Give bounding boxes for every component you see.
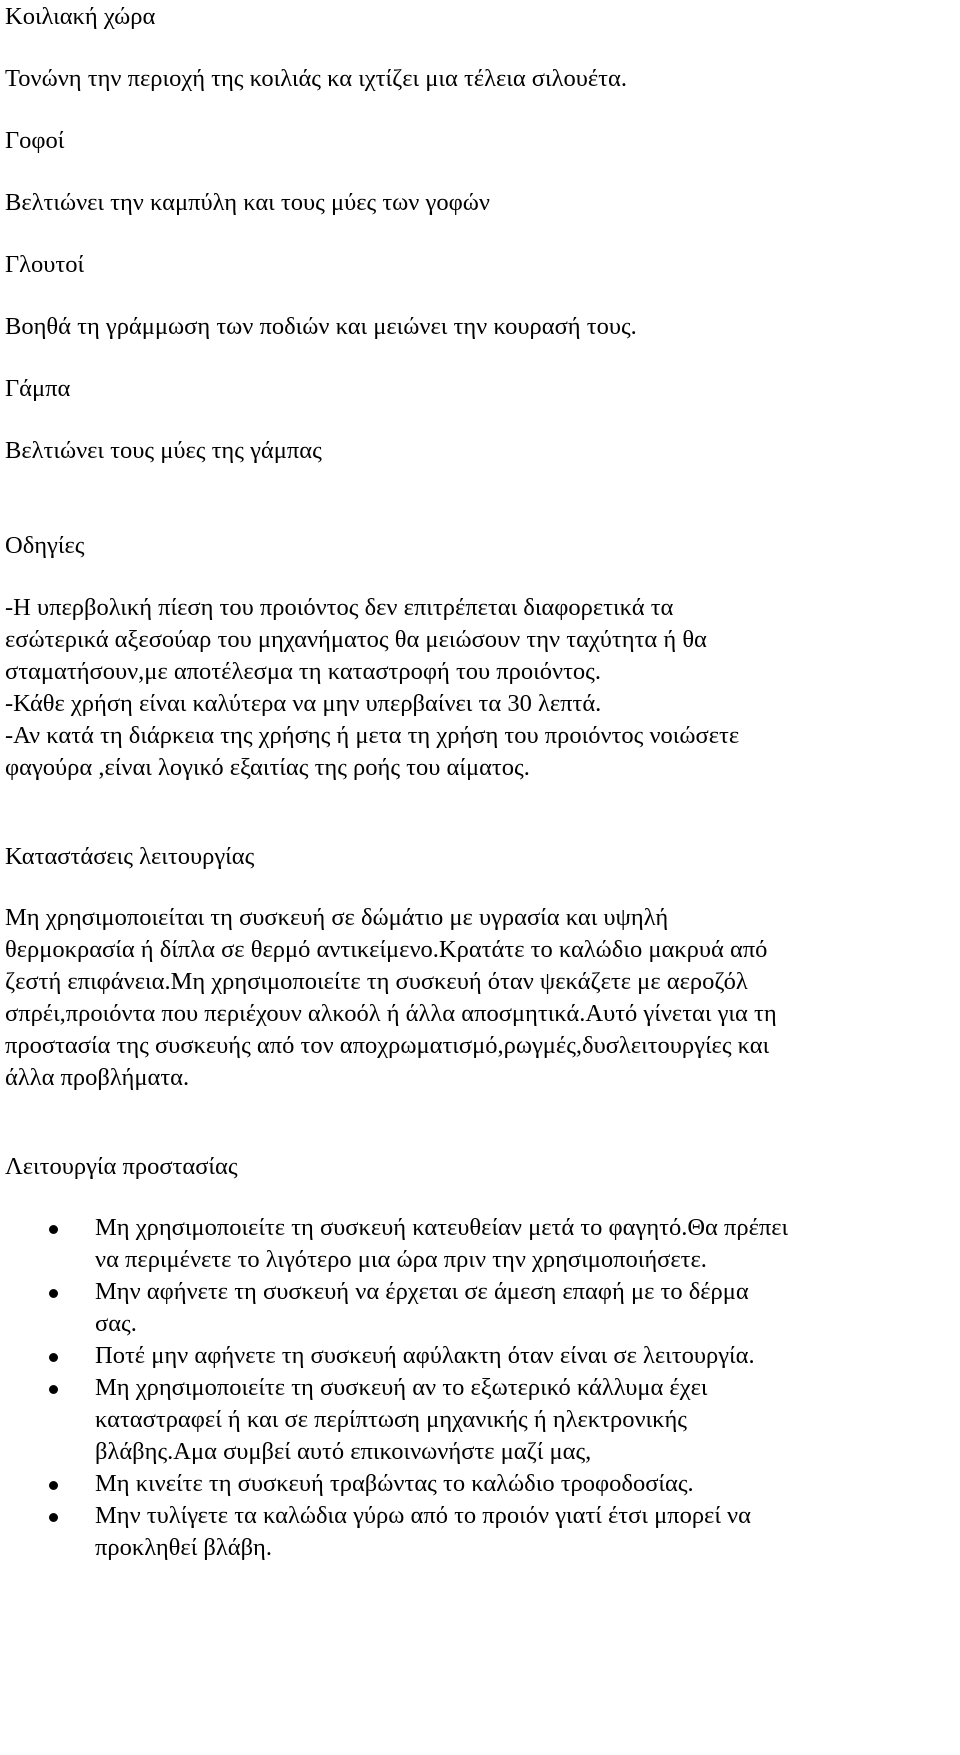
heading-glutes: Γλουτοί (5, 251, 85, 278)
instructions-line: -Η υπερβολική πίεση του προιόντος δεν επιτρέπεται διαφορετικά τα (5, 594, 674, 621)
heading-abdomen: Κοιλιακή χώρα (5, 3, 156, 30)
instructions-line: -Αν κατά τη διάρκεια της χρήσης ή μετα τη χρήση του προιόντος νοιώσετε (5, 722, 740, 749)
text-glutes: Βοηθά τη γράμμωση των ποδιών και μειώνει την κουρασή τους. (5, 313, 637, 340)
bullet-line: σας. (95, 1310, 137, 1337)
bullet-icon (49, 1353, 58, 1362)
bullet-icon (49, 1225, 58, 1234)
heading-hips: Γοφοί (5, 127, 65, 154)
text-calves: Βελτιώνει τους μύες της γάμπας (5, 437, 322, 464)
bullet-line: προκληθεί βλάβη. (95, 1534, 272, 1561)
bullet-icon (49, 1513, 58, 1522)
instructions-line: -Κάθε χρήση είναι καλύτερα να μην υπερβαίνει τα 30 λεπτά. (5, 690, 602, 717)
text-abdomen: Τονώνη την περιοχή της κοιλιάς κα ιχτίζει μια τέλεια σιλουέτα. (5, 65, 627, 92)
instructions-line: σταματήσουν,με αποτέλεσμα τη καταστροφή του προιόντος. (5, 658, 601, 685)
bullet-icon (49, 1289, 58, 1298)
bullet-line: Μη χρησιμοποιείτε τη συσκευή αν το εξωτερικό κάλλυμα έχει (95, 1374, 708, 1401)
operating-conditions-line: ζεστή επιφάνεια.Μη χρησιμοποιείτε τη συσκευή όταν ψεκάζετε με αεροζόλ (5, 968, 748, 995)
operating-conditions-line: προστασία της συσκευής από τον αποχρωματισμό,ρωγμές,δυσλειτουργίες και (5, 1032, 770, 1059)
heading-calves: Γάμπα (5, 375, 71, 402)
bullet-line: Μην τυλίγετε τα καλώδια γύρω από το προιόν γιατί έτσι μπορεί να (95, 1502, 751, 1529)
operating-conditions-line: άλλα προβλήματα. (5, 1064, 190, 1091)
bullet-line: Μη κινείτε τη συσκευή τραβώντας το καλώδιο τροφοδοσίας. (95, 1470, 694, 1497)
operating-conditions-line: Μη χρησιμοποιείται τη συσκευή σε δώμάτιο με υγρασία και υψηλή (5, 904, 669, 931)
bullet-line: Μη χρησιμοποιείτε τη συσκευή κατευθείαν μετά το φαγητό.Θα πρέπει (95, 1214, 789, 1241)
bullet-icon (49, 1385, 58, 1394)
instructions-line: φαγούρα ,είναι λογικό εξαιτίας της ροής του αίματος. (5, 754, 530, 781)
operating-conditions-line: σπρέι,προιόντα που περιέχουν αλκοόλ ή άλλα αποσμητικά.Αυτό γίνεται για τη (5, 1000, 777, 1027)
heading-operating-conditions: Καταστάσεις λειτουργίας (5, 843, 255, 870)
operating-conditions-line: θερμοκρασία ή δίπλα σε θερμό αντικείμενο.Κρατάτε το καλώδιο μακρυά από (5, 936, 768, 963)
bullet-line: να περιμένετε το λιγότερο μια ώρα πριν την χρησιμοποιήσετε. (95, 1246, 707, 1273)
bullet-line: Μην αφήνετε τη συσκευή να έρχεται σε άμεση επαφή με το δέρμα (95, 1278, 749, 1305)
instructions-line: εσώτερικά αξεσούαρ του μηχανήματος θα μειώσουν την ταχύτητα ή θα (5, 626, 707, 653)
bullet-line: Ποτέ μην αφήνετε τη συσκευή αφύλακτη όταν είναι σε λειτουργία. (95, 1342, 755, 1369)
bullet-line: βλάβης.Αμα συμβεί αυτό επικοινωνήστε μαζί μας, (95, 1438, 592, 1465)
heading-instructions: Οδηγίες (5, 532, 85, 559)
heading-protection: Λειτουργία προστασίας (5, 1153, 238, 1180)
bullet-icon (49, 1481, 58, 1490)
bullet-line: καταστραφεί ή και σε περίπτωση μηχανικής ή ηλεκτρονικής (95, 1406, 687, 1433)
text-hips: Βελτιώνει την καμπύλη και τους μύες των γοφών (5, 189, 490, 216)
